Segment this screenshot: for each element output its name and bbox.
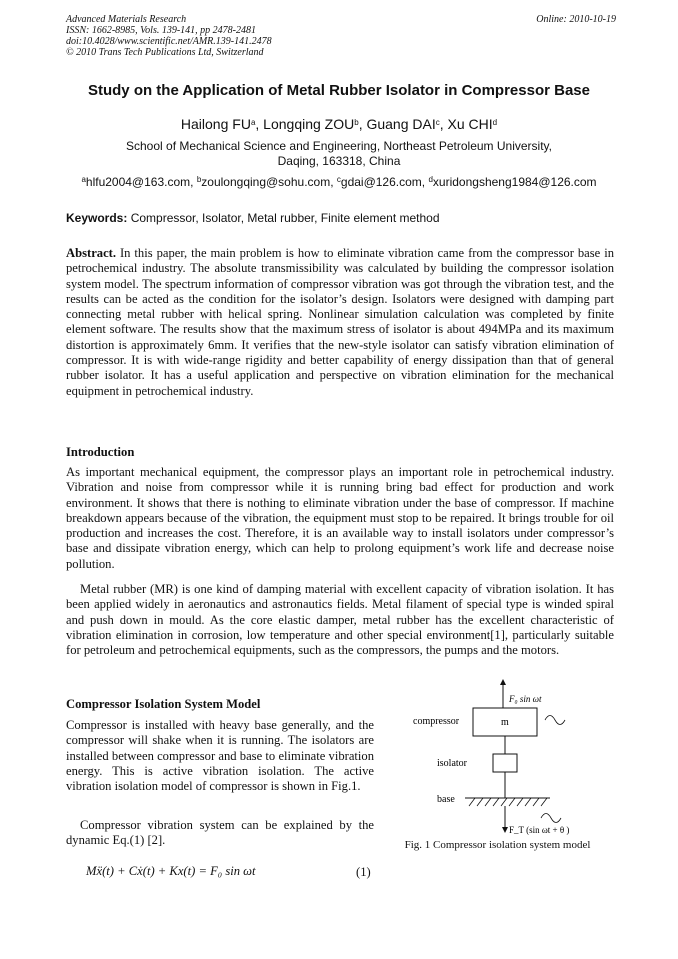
email-sup: d: [428, 175, 433, 184]
figure-caption: Fig. 1 Compressor isolation system model: [404, 839, 591, 851]
email-address[interactable]: zoulongqing@sohu.com,: [201, 175, 334, 189]
abstract: [66, 246, 614, 399]
email-sup: c: [336, 175, 341, 184]
isolation-model-figure: [385, 678, 610, 838]
keywords-label: Keywords:: [66, 211, 128, 225]
wave-icon-top: [545, 716, 565, 725]
author-sup: c: [435, 118, 440, 127]
email-sup: a: [81, 175, 86, 184]
email-address[interactable]: gdai@126.com,: [340, 175, 426, 189]
issn-line: ISSN: 1662-8985, Vols. 139-141, pp 2478-2481: [66, 25, 256, 36]
force-label-top: F₀ sin ωt: [509, 694, 542, 704]
author-sup: a: [250, 118, 256, 127]
affiliation-line-1: School of Mechanical Science and Engineering, Northeast Petroleum University,: [126, 139, 552, 153]
author-sup: b: [354, 118, 359, 127]
equation-number: (1): [356, 865, 371, 879]
isolator-label: isolator: [437, 758, 467, 769]
introduction-paragraph-2: Metal rubber (MR) is one kind of damping material with excellent capacity of vibration isolation. It has been applied widely in aeronautics and astronautics fields. Metal filament of special type is winded spiral and push down in mould. As the core elastic damper, metal rubber has the excellent characteristic of vibration elimination in corrosion, low temperature and other special environment[1], particularly suitable for petroleum and petrochemical equipments, such as the compressors, the pumps and the motors.: [66, 582, 614, 658]
author-name: Hailong FU: [180, 116, 251, 132]
page-header: [66, 14, 616, 58]
base-hatching: [469, 798, 547, 806]
affiliation-line-2: Daqing, 163318, China: [277, 154, 401, 168]
online-date: Online: 2010-10-19: [536, 14, 616, 25]
author-name: Xu CHI: [447, 116, 493, 132]
keywords-text: Compressor, Isolator, Metal rubber, Finite element method: [130, 211, 440, 225]
equation-1: Mẍ(t) + Cẋ(t) + Kx(t) = F₀ sin ωt: [86, 864, 256, 878]
mass-label: m: [501, 717, 509, 728]
copyright-line: © 2010 Trans Tech Publications Ltd, Switzerland: [66, 47, 264, 58]
isolator-block: [493, 754, 517, 772]
keywords: [66, 211, 440, 225]
author-name: Longqing ZOU: [263, 116, 355, 132]
section-paragraph-2: Compressor vibration system can be explained by the dynamic Eq.(1) [2].: [66, 818, 374, 848]
email-sup: b: [196, 175, 202, 184]
email-address[interactable]: xuridongsheng1984@126.com: [432, 175, 597, 189]
abstract-label: Abstract.: [66, 246, 117, 260]
doi-line[interactable]: doi:10.4028/www.scientific.net/AMR.139-141.2478: [66, 36, 272, 47]
email-list: [0, 175, 678, 189]
author-sup: d: [492, 118, 498, 127]
introduction-paragraph-1: As important mechanical equipment, the compressor plays an important role in petrochemical industry. Vibration and noise from compressor while it is running bring bad effect for production and work environment. It shows that there is nothing to eliminate vibration under the base of compressor. If machine breakdown appears because of the vibration, the equipment must stop to be repaired. It brings trouble for oil production and increases the cost. Therefore, it is an available way to install isolators under compressor’s base and dissipate vibration energy, which can help to prolong equipment’s work life and decrease noise pollution.: [66, 465, 614, 571]
section-paragraph-1: Compressor is installed with heavy base generally, and the compressor will shake when it is running. The isolators are installed between compressor and base to eliminate vibration energy. This is active vibration isolation. The active vibration isolation model of compressor is shown in Fig.1.: [66, 718, 374, 794]
abstract-text: In this paper, the main problem is how to eliminate vibration came from the compressor base in petrochemical industry. The absolute transmissibility was calculated by building the compressor isolation system model. The spectrum information of compressor vibration was got through the vibration test, and the results can be acted as the condition for the isolator’s design. Isolators were designed with damping part connecting metal rubber with helical spring. Nonlinear simulation calculation was completed by finite element software. The results show that the maximum stress of isolator is about 494MPa and its maximum distortion is approximately 6mm. It verifies that the new-style isolator can satisfy vibration elimination of compressor. It is with wide-range rigidity and better capability of energy dissipation than that of general rubber isolator. It has a useful application and perspective on vibration elimination for the mechanical equipment in petrochemical industry.: [66, 246, 615, 398]
paper-title: Study on the Application of Metal Rubber Isolator in Compressor Base: [87, 82, 590, 99]
section-heading: Compressor Isolation System Model: [66, 697, 261, 711]
compressor-label: compressor: [413, 716, 460, 727]
author-list: Hailong $FU^a$, Longqing ZOU$^b$, Guang DAI$^c$, Xu CHI$^d$: [180, 116, 498, 132]
journal-name: Advanced Materials Research: [66, 14, 187, 25]
wave-icon-bottom: [541, 814, 561, 823]
affiliation: [0, 139, 678, 169]
force-label-bottom: F_T (sin ωt + θ ): [509, 825, 570, 835]
base-label: base: [437, 794, 455, 805]
introduction-heading: Introduction: [66, 445, 135, 459]
author-name: Guang DAI: [366, 116, 436, 132]
email-address[interactable]: hlfu2004@163.com,: [85, 175, 194, 189]
